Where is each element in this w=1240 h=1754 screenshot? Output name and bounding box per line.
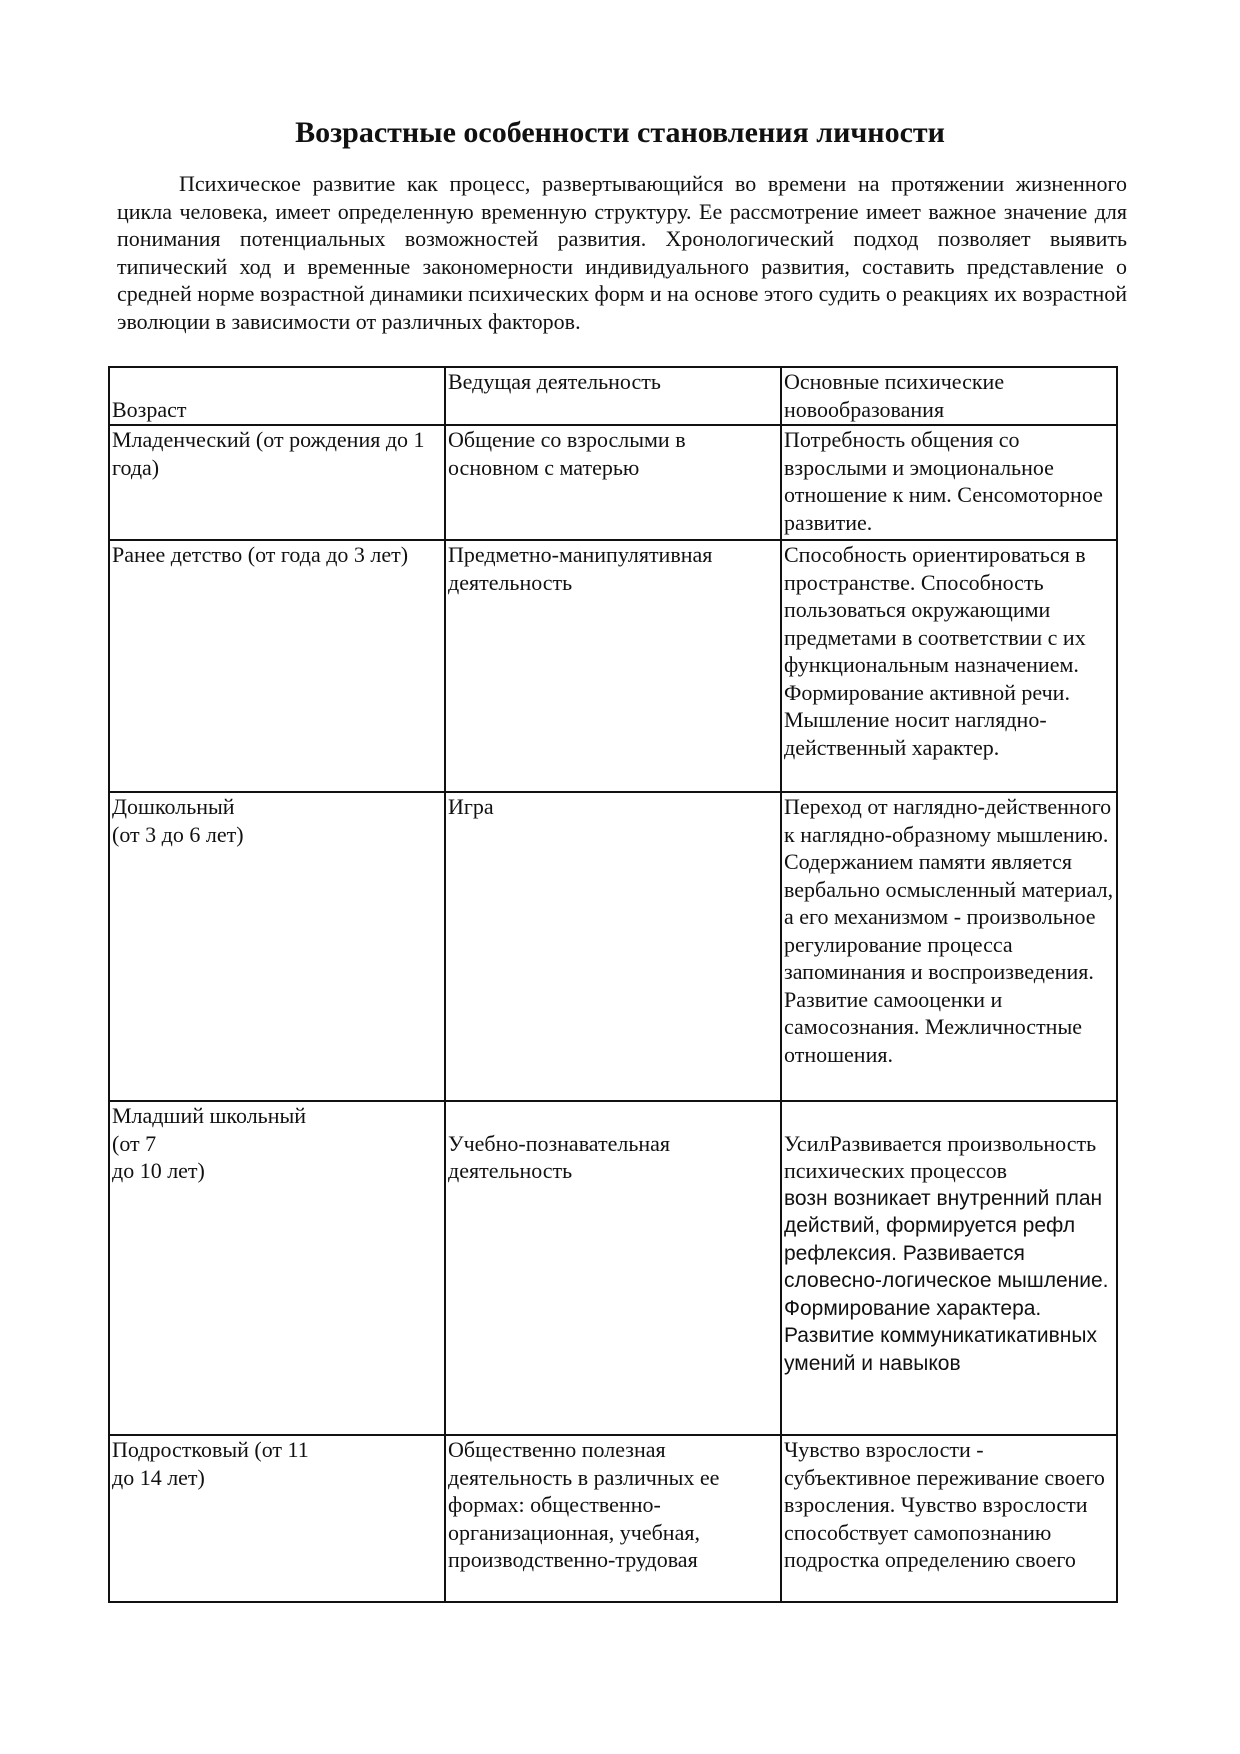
table-row	[109, 1435, 1117, 1602]
cell-activity: Общение со взрослыми в основном с матерью	[445, 425, 781, 540]
cell-age: Ранее детство (от года до 3 лет)	[109, 540, 445, 792]
header-activity: Ведущая деятельность	[448, 369, 661, 394]
table-row	[109, 792, 1117, 1101]
header-age-cell	[109, 367, 445, 425]
table-row	[109, 540, 1117, 792]
document-title: Возрастные особенности становления личности	[295, 116, 945, 149]
cell-formations-part-b: возн возникает внутренний план действий, формируется рефл рефлексия. Развивается словесно-логическое мышление. Формирование характера. Развитие коммуникатикативных умений и навыков	[784, 1186, 1109, 1375]
header-age: Возраст	[112, 397, 187, 422]
cell-age: Младенческий (от рождения до 1 года)	[109, 425, 445, 540]
table-header-row	[109, 367, 1117, 425]
cell-activity: Общественно полезная деятельность в различных ее формах: общественно-организационная, учебная, производственно-трудовая	[445, 1435, 781, 1602]
table-row	[109, 425, 1117, 540]
cell-formations: Переход от наглядно-действенного к наглядно-образному мышлению. Содержанием памяти является вербально осмысленный материал, а его механизмом - произвольное регулирование процесса запоминания и воспроизведения. Развитие самооценки и самосознания. Межличностные отношения.	[781, 792, 1117, 1101]
cell-age: Дошкольный (от 3 до 6 лет)	[109, 792, 445, 1101]
cell-formations: Чувство взрослости - субъективное переживание своего взросления. Чувство взрослости способствует самопознанию подростка определению своего	[781, 1435, 1117, 1602]
age-periods-table	[108, 366, 1118, 1603]
header-formations: Основные психические новообразования	[784, 369, 1005, 422]
table-row	[109, 1101, 1117, 1435]
header-activity-cell	[445, 367, 781, 425]
cell-formations-part-a: УсилРазвивается произвольность психических процессов	[784, 1130, 1097, 1183]
cell-formations	[781, 1101, 1117, 1435]
cell-formations: Потребность общения со взрослыми и эмоциональное отношение к ним. Сенсомоторное развитие.	[781, 425, 1117, 540]
cell-activity-text: Учебно-познавательная деятельность	[448, 1130, 671, 1183]
intro-paragraph: Психическое развитие как процесс, развертывающийся во времени на протяжении жизненного цикла человека, имеет определенную временную структуру. Ее рассмотрение имеет важное значение для понимания потенциальных возможностей развития. Хронологический подход позволяет выявить типический ход и временные закономерности индивидуального развития, составить представление о средней норме возрастной динамики психических форм и на основе этого судить о реакциях их возрастной эволюции в зависимости от различных факторов.	[117, 171, 1127, 334]
cell-age: Младший школьный (от 7 до 10 лет)	[109, 1101, 445, 1435]
cell-age: Подростковый (от 11 до 14 лет)	[109, 1435, 445, 1602]
cell-activity	[445, 1101, 781, 1435]
header-formations-cell	[781, 367, 1117, 425]
cell-activity: Игра	[445, 792, 781, 1101]
cell-formations: Способность ориентироваться в пространстве. Способность пользоваться окружающими предметами в соответствии с их функциональным назначением. Формирование активной речи. Мышление носит наглядно-действенный характер.	[781, 540, 1117, 792]
cell-activity: Предметно-манипулятивная деятельность	[445, 540, 781, 792]
